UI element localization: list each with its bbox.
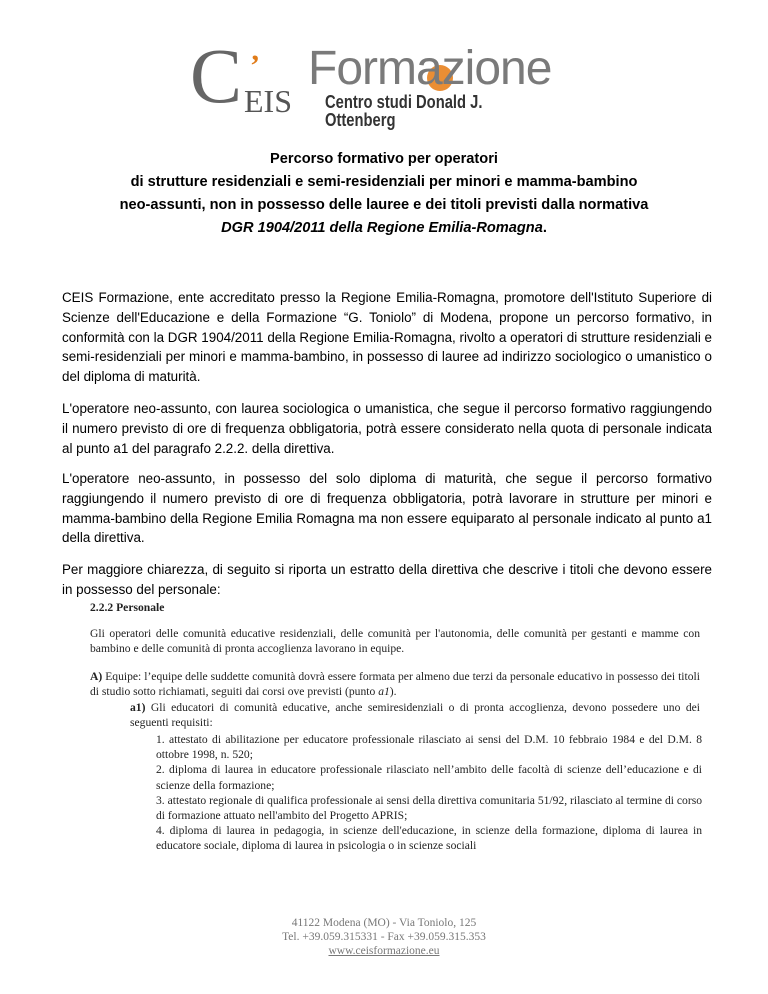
list-item: 4. diploma di laurea in pedagogia, in scienze dell'educazione, in scienze della formazione, diploma di laurea in educatore sociale, diploma di laurea in psicologia o in scienze sociali (156, 824, 702, 853)
footer-address: 41122 Modena (MO) - Via Toniolo, 125 (291, 917, 477, 929)
section-a-text: Equipe: l’equipe delle suddette comunità dovrà essere formata per almeno due terzi da personale educativo in possesso dei titoli di studio sotto richiamati, seguiti dai corsi ove previsti (punto (90, 670, 700, 699)
title-line-4: DGR 1904/2011 della Regione Emilia-Romagna. (221, 220, 547, 236)
logo-c: C (190, 32, 243, 119)
title-line-2: di strutture residenziali e semi-residenziali per minori e mamma-bambino (130, 174, 638, 190)
paragraph-intro: CEIS Formazione, ente accreditato presso la Regione Emilia-Romagna, promotore dell'Istituto Superiore di Scienze dell'Educazione e della Formazione “G. Toniolo” di Modena, propone un percorso formativo, in conformità con la DGR 1904/2011 della Regione Emilia-Romagna, rivolto a operatori di strutture residenziali e semi-residenziali per minori e mamma-bambino, in possesso di lauree ad indirizzo sociologico o umanistico o del diploma di maturità. (62, 290, 712, 385)
title-dgr-reference: DGR 1904/2011 della Regione Emilia-Romagna (221, 220, 543, 236)
paragraph-estratto: Per maggiore chiarezza, di seguito si riporta un estratto della direttiva che descrive i titoli che devono essere in possesso del personale: (62, 562, 712, 597)
directive-section-a1 (130, 700, 700, 730)
ceis-formazione-logo (190, 32, 590, 130)
logo-eis: EIS (244, 83, 292, 119)
title-line-3: neo-assunti, non in possesso delle lauree e dei titoli previsti dalla normativa (119, 197, 649, 213)
directive-section-a: A) Equipe: l’equipe delle suddette comunità dovrà essere formata per almeno due terzi da personale educativo in possesso dei titoli di studio sotto richiamati, seguiti dai corsi ove previsti (punto a1). (90, 670, 700, 699)
list-item: 3. attestato regionale di qualifica professionale ai sensi della direttiva comunitaria 51/92, rilasciato al termine di corso di formazione attuato nell'ambito del Progetto APRIS; (156, 793, 703, 823)
list-item: 2. diploma di laurea in educatore professionale rilasciato nell’ambito delle facoltà di scienze dell’educazione e di scienze della formazione; (156, 763, 702, 792)
list-item: 1. attestato di abilitazione per educatore professionale rilasciato ai sensi del D.M. 10 febbraio 1984 e del D.M. 8 ottobre 1998, n. 520; (156, 733, 702, 762)
page-footer (0, 916, 768, 958)
footer-phone: Tel. +39.059.315331 - Fax +39.059.315.353 (282, 931, 486, 943)
paragraph-laurea: L'operatore neo-assunto, con laurea sociologica o umanistica, che segue il percorso formativo raggiungendo il numero previsto di ore di frequenza obbligatoria, potrà essere considerato nella quota di personale indicata al punto a1 del paragrafo 2.2.2. della direttiva. (62, 401, 712, 456)
section-a1-label: a1) (130, 701, 146, 714)
directive-heading: 2.2.2 Personale (90, 601, 165, 614)
logo-formazione: Formazione (308, 42, 552, 95)
logo-subtitle: Centro studi Donald J. Ottenberg (325, 92, 483, 130)
footer-website-link[interactable]: www.ceisformazione.eu (328, 945, 440, 957)
section-a-label: A) (90, 670, 103, 683)
directive-intro: Gli operatori delle comunità educative residenziali, delle comunità per l'autonomia, delle comunità per gestanti e mamme con bambino e delle comunità di pronta accoglienza lavorano in equipe. (90, 627, 700, 656)
document-title (40, 148, 728, 240)
requirements-list (156, 732, 702, 854)
paragraph-diploma: L'operatore neo-assunto, in possesso del solo diploma di maturità, che segue il percorso formativo raggiungendo il numero previsto di ore di frequenza obbligatoria, potrà lavorare in strutture per minori e mamma-bambino della Regione Emilia Romagna ma non essere equiparato al personale indicato al punto a1 della direttiva. (62, 471, 712, 546)
logo-apostrophe: ’ (250, 49, 260, 82)
section-a-ref: a1 (378, 685, 390, 699)
section-a1-text: Gli educatori di comunità educative, anche semiresidenziali o di pronta accoglienza, devono possedere uno dei seguenti requisiti: (130, 701, 700, 730)
title-line-1: Percorso formativo per operatori (270, 151, 498, 167)
